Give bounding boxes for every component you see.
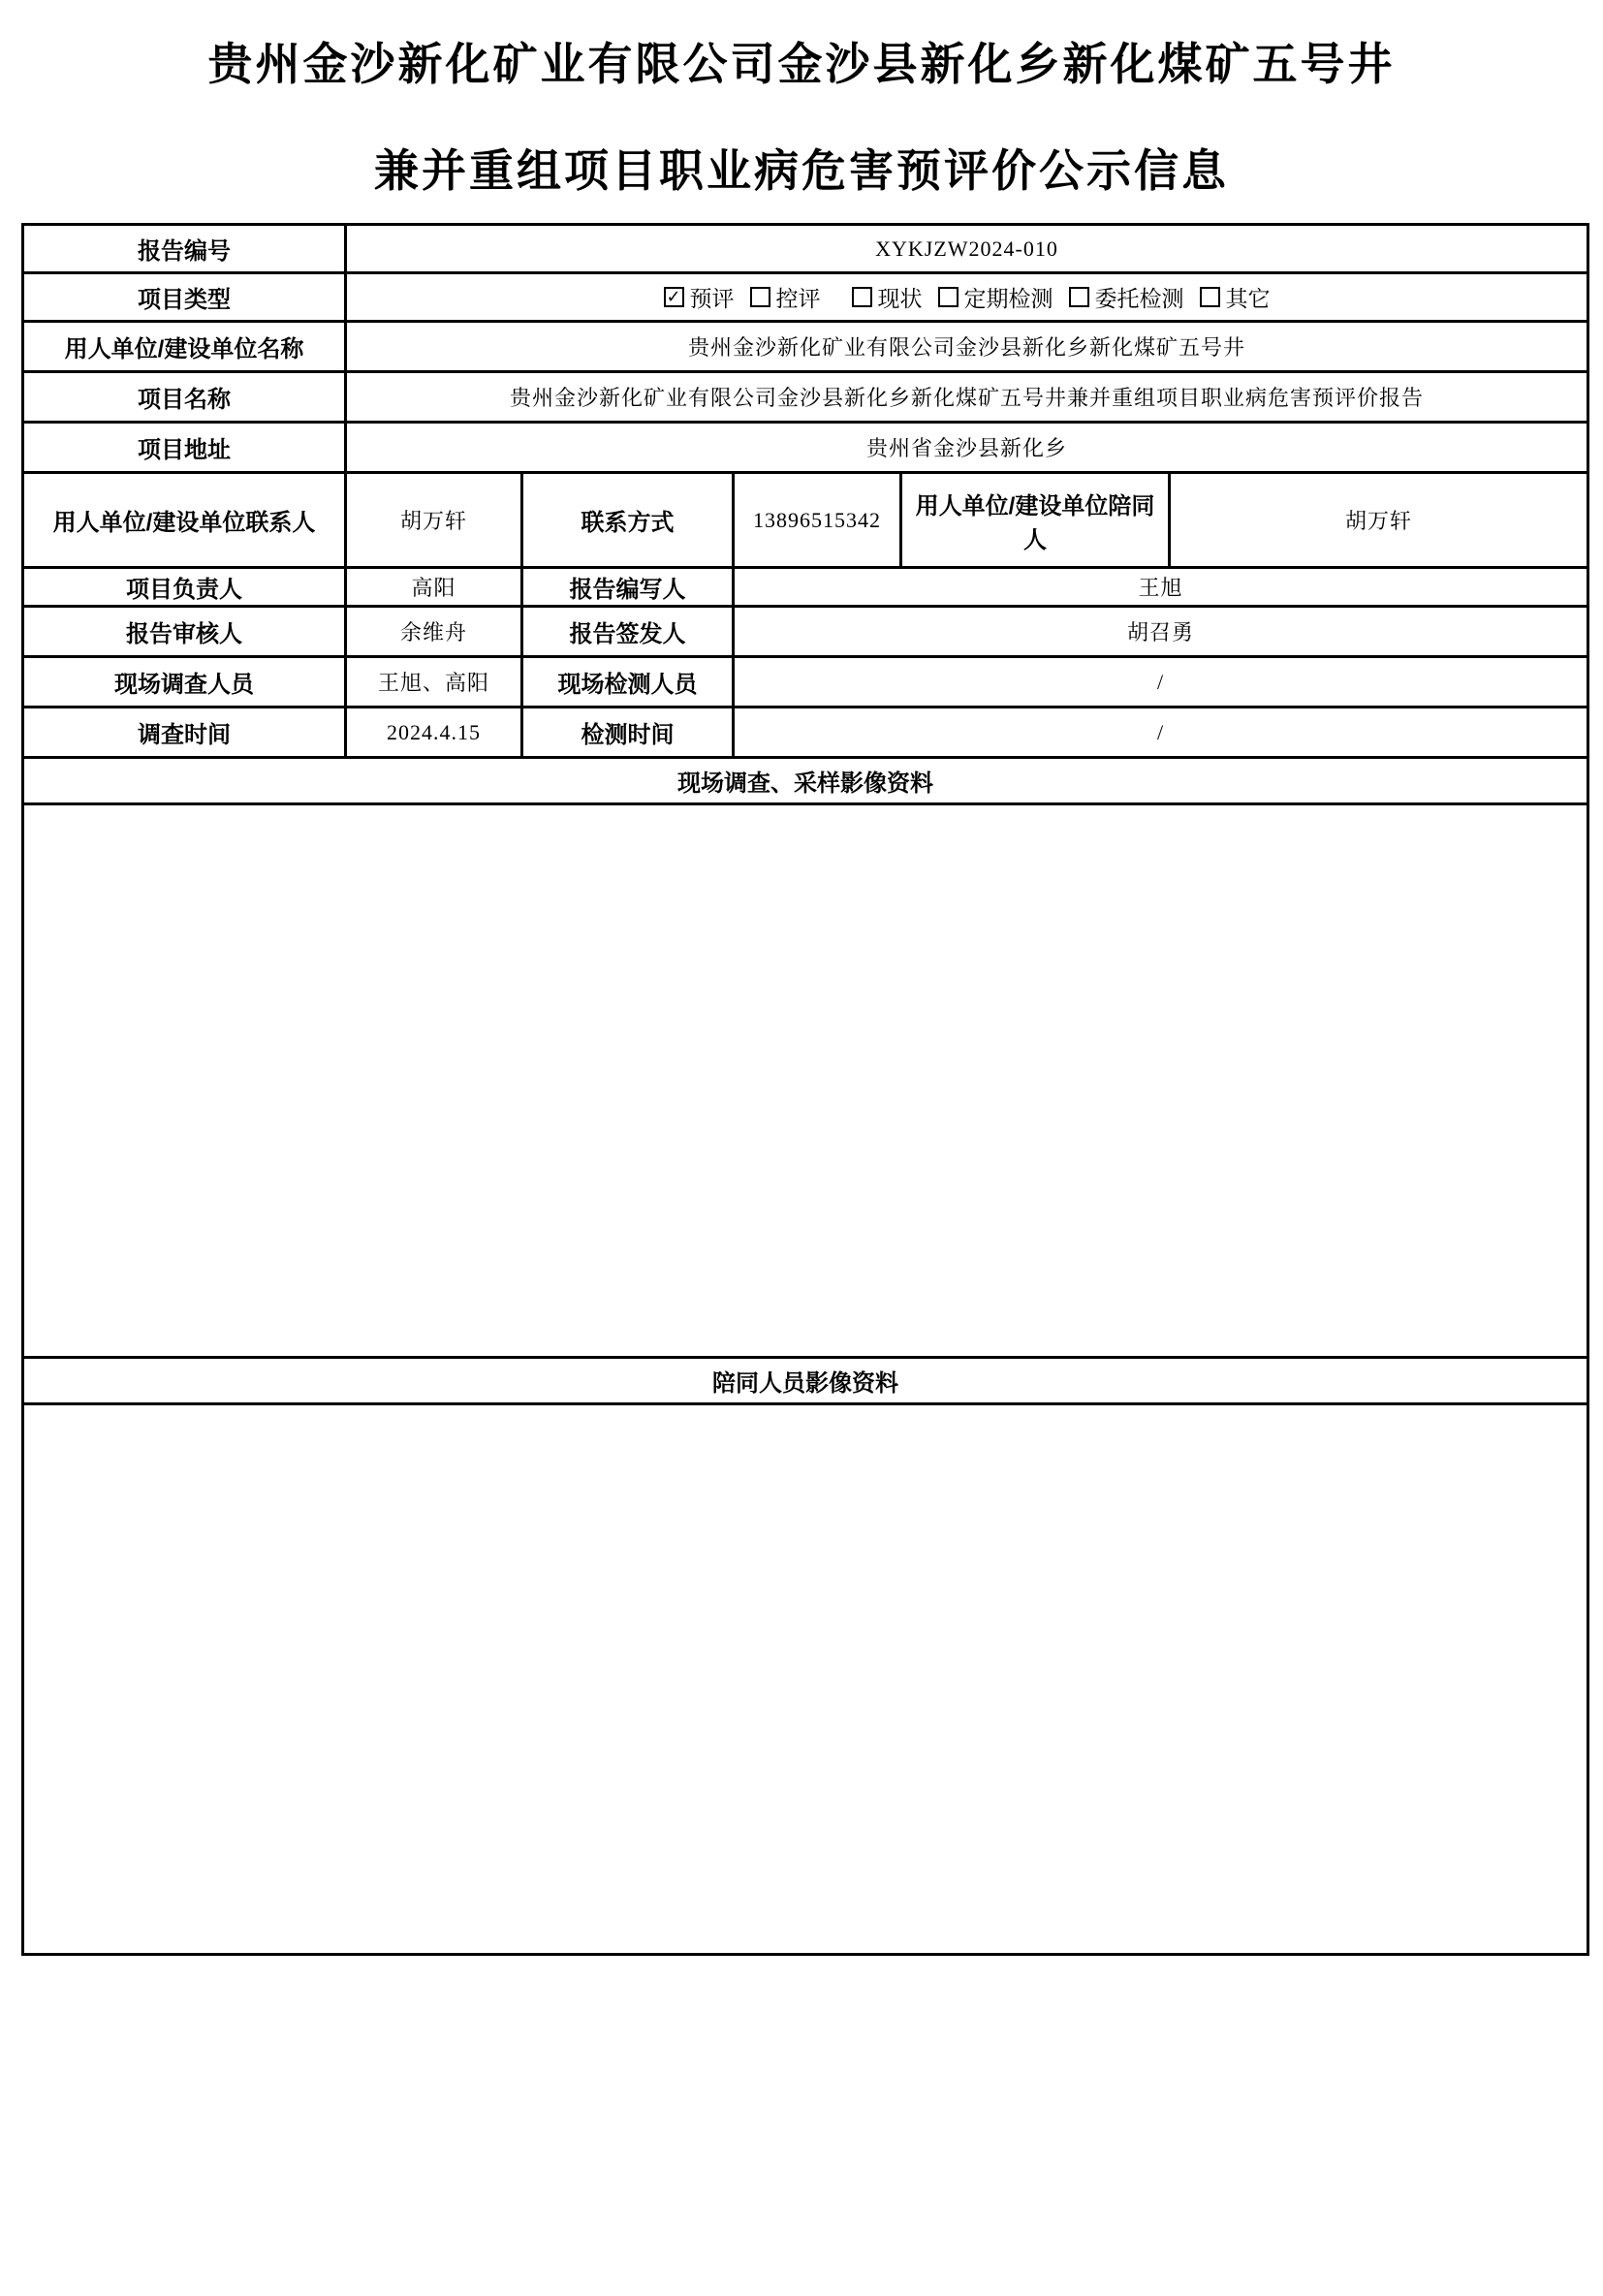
project-type-option[interactable] <box>1200 281 1271 313</box>
checkbox-unchecked-icon[interactable] <box>750 287 770 307</box>
report-no-label: 报告编号 <box>23 225 346 273</box>
project-type-option[interactable] <box>852 281 923 313</box>
escort-person-value: 胡万轩 <box>1170 473 1588 568</box>
report-no-value: XYKJZW2024-010 <box>346 225 1588 273</box>
row-section2-header <box>23 1358 1588 1404</box>
row-site-investigators <box>23 657 1588 708</box>
contact-method-value: 13896515342 <box>734 473 901 568</box>
report-reviewer-value: 余维舟 <box>346 607 522 657</box>
checkbox-unchecked-icon[interactable] <box>852 287 872 307</box>
row-survey-time <box>23 708 1588 758</box>
checkbox-checked-icon[interactable]: ✓ <box>664 287 684 307</box>
project-address-value: 贵州省金沙县新化乡 <box>346 423 1588 473</box>
document-title-line2: 兼并重组项目职业病危害预评价公示信息 <box>374 146 1229 196</box>
row-project-address <box>23 423 1588 473</box>
project-name-label: 项目名称 <box>23 372 346 423</box>
project-type-option-label: 现状 <box>877 287 923 311</box>
project-type-option-label: 控评 <box>775 287 821 311</box>
project-type-option[interactable] <box>750 281 821 313</box>
section2-image-area <box>23 1404 1588 1955</box>
report-writer-value: 王旭 <box>734 568 1588 607</box>
project-type-option-label: 定期检测 <box>963 287 1053 311</box>
row-employer-name <box>23 322 1588 372</box>
document-page <box>0 29 1603 2296</box>
employer-name-label: 用人单位/建设单位名称 <box>23 322 346 372</box>
project-type-option[interactable] <box>1069 281 1184 313</box>
survey-time-label: 调查时间 <box>23 708 346 758</box>
row-section1-header <box>23 758 1588 804</box>
project-type-option[interactable] <box>664 281 735 313</box>
project-leader-label: 项目负责人 <box>23 568 346 607</box>
project-type-option-label: 委托检测 <box>1094 287 1184 311</box>
row-section2-body <box>23 1404 1588 1955</box>
report-reviewer-label: 报告审核人 <box>23 607 346 657</box>
site-investigators-label: 现场调查人员 <box>23 657 346 708</box>
site-testers-label: 现场检测人员 <box>522 657 734 708</box>
project-type-label: 项目类型 <box>23 273 346 322</box>
project-name-value: 贵州金沙新化矿业有限公司金沙县新化乡新化煤矿五号井兼并重组项目职业病危害预评价报告 <box>346 372 1588 423</box>
site-investigators-value: 王旭、高阳 <box>346 657 522 708</box>
row-project-leader <box>23 568 1588 607</box>
row-report-reviewer <box>23 607 1588 657</box>
report-writer-label: 报告编写人 <box>522 568 734 607</box>
contact-person-value: 胡万轩 <box>346 473 522 568</box>
document-title-line1: 贵州金沙新化矿业有限公司金沙县新化乡新化煤矿五号井 <box>207 40 1396 89</box>
checkbox-unchecked-icon[interactable] <box>1069 287 1089 307</box>
row-contacts <box>23 473 1588 568</box>
row-report-no <box>23 225 1588 273</box>
site-testers-value: / <box>734 657 1588 708</box>
row-section1-body <box>23 804 1588 1358</box>
test-time-value: / <box>734 708 1588 758</box>
project-type-value-cell <box>346 273 1588 322</box>
project-type-option[interactable] <box>938 281 1053 313</box>
section2-header: 陪同人员影像资料 <box>23 1358 1588 1404</box>
report-issuer-value: 胡召勇 <box>734 607 1588 657</box>
report-issuer-label: 报告签发人 <box>522 607 734 657</box>
project-address-label: 项目地址 <box>23 423 346 473</box>
contact-person-label: 用人单位/建设单位联系人 <box>23 473 346 568</box>
row-project-type <box>23 273 1588 322</box>
checkbox-unchecked-icon[interactable] <box>938 287 959 307</box>
project-type-option-label: 预评 <box>689 287 735 311</box>
row-project-name <box>23 372 1588 423</box>
section1-header: 现场调查、采样影像资料 <box>23 758 1588 804</box>
employer-name-value: 贵州金沙新化矿业有限公司金沙县新化乡新化煤矿五号井 <box>346 322 1588 372</box>
test-time-label: 检测时间 <box>522 708 734 758</box>
checkbox-unchecked-icon[interactable] <box>1200 287 1220 307</box>
section1-image-area <box>23 804 1588 1358</box>
project-type-option-label: 其它 <box>1225 287 1271 311</box>
project-type-options <box>353 281 1581 313</box>
project-leader-value: 高阳 <box>346 568 522 607</box>
escort-person-label: 用人单位/建设单位陪同人 <box>901 473 1170 568</box>
survey-time-value: 2024.4.15 <box>346 708 522 758</box>
contact-method-label: 联系方式 <box>522 473 734 568</box>
info-table <box>21 223 1589 1956</box>
